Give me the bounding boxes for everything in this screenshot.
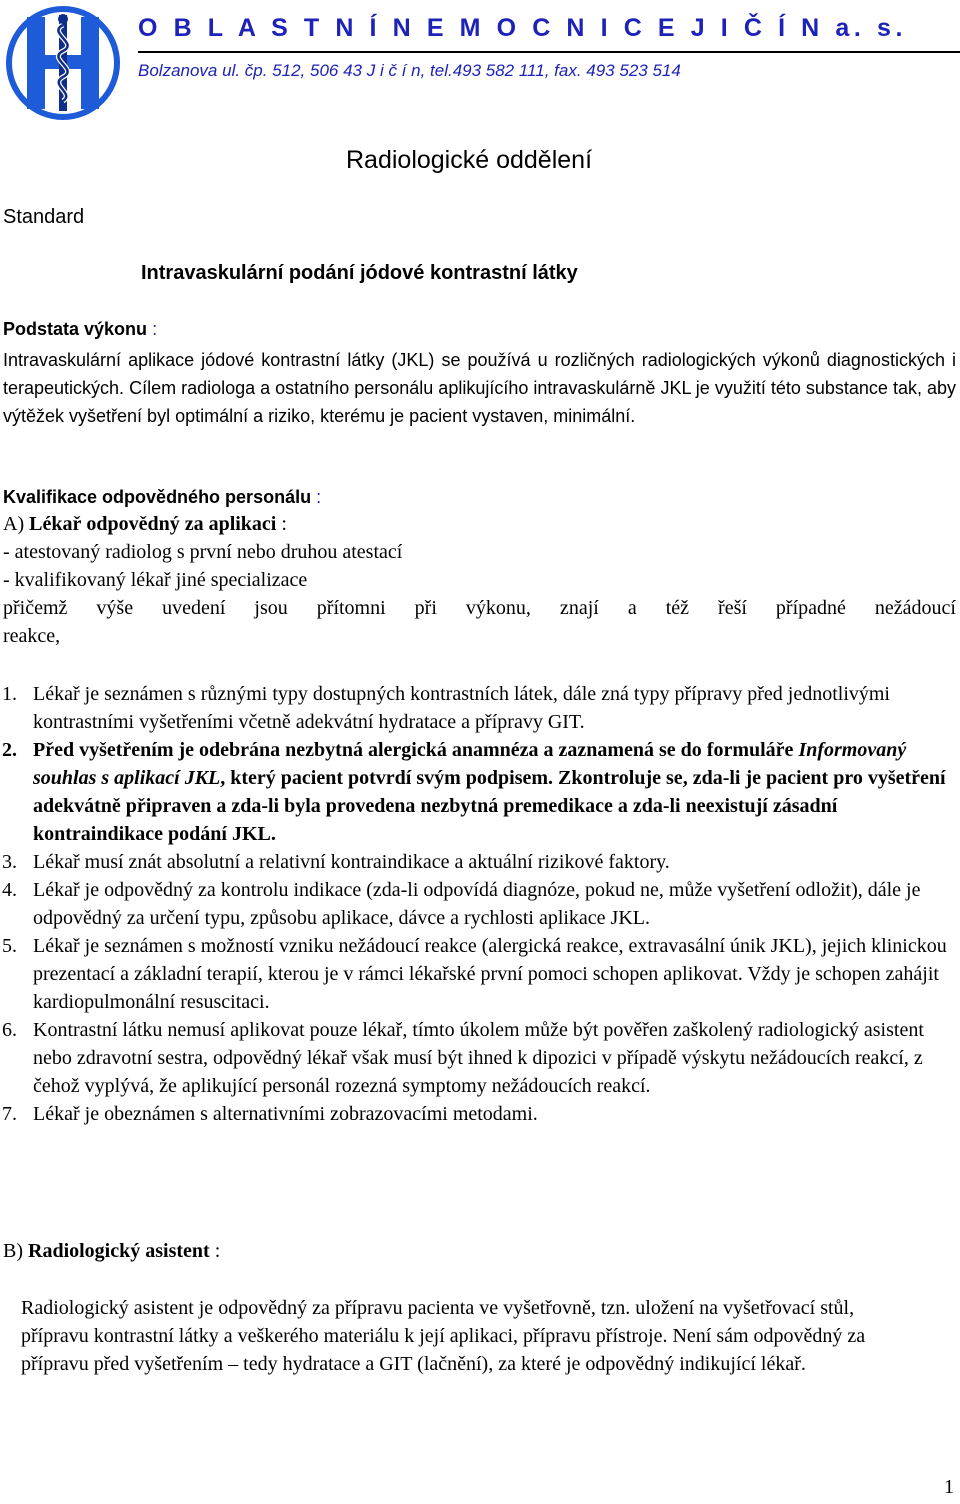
list-item-number: 6. bbox=[2, 1019, 17, 1041]
list-item-number: 3. bbox=[2, 851, 17, 873]
kvalifikace-heading: Kvalifikace odpovědného personálu bbox=[3, 487, 312, 507]
list-item-text: Lékař je odpovědný za kontrolu indikace (zda-li odpovídá diagnóze, pokud ne, může vyšetření odložit), dále je odpovědný za určení typu, způsobu aplikace, dávce a rychlosti aplikace JKL. bbox=[33, 879, 921, 929]
page-number: 1 bbox=[944, 1476, 954, 1498]
list-item-number: 2. bbox=[2, 739, 17, 761]
hospital-address: Bolzanova ul. čp. 512, 506 43 J i č í n, tel.493 582 111, fax. 493 523 514 bbox=[138, 61, 681, 80]
list-item bbox=[2, 736, 957, 848]
section-b-colon: : bbox=[214, 1240, 221, 1262]
standard-label: Standard bbox=[3, 206, 85, 228]
hospital-logo-icon bbox=[3, 3, 123, 123]
list-item-text: Lékař musí znát absolutní a relativní kontraindikace a aktuální rizikové faktory. bbox=[33, 851, 670, 873]
hospital-name: O B L A S T N Í N E M O C N I C E J I Č Í N a. s. bbox=[138, 14, 908, 42]
kvalifikace-heading-row bbox=[3, 487, 321, 508]
qualification-line-2: - kvalifikovaný lékař jiné specializace bbox=[3, 569, 308, 591]
list-item-text: Kontrastní látku nemusí aplikovat pouze lékař, tímto úkolem může být pověřen zaškolený radiologický asistent nebo zdravotní sestra, odpovědný lékař však musí být ihned k dipozici v případě výskytu nežádoucích reakcí, z čehož vyplývá, že aplikující personál rozezná symptomy nežádoucích reakcí. bbox=[33, 1019, 924, 1097]
list-item bbox=[2, 848, 957, 876]
list-item bbox=[2, 876, 957, 932]
qualification-line-3: přičemž výše uvedení jsou přítomni při výkonu, znají a též řeší případné nežádoucí bbox=[3, 597, 956, 619]
section-a-prefix: A) bbox=[3, 513, 25, 535]
section-a-heading-row bbox=[3, 513, 287, 536]
list-item-text-continued: , který pacient potvrdí svým podpisem. Zkontroluje se, zda-li je pacient pro vyšetření adekvátně připraven a zda-li byla provedena nezbytná premedikace a zda-li neexistují zásadní kontraindikace podání JKL. bbox=[33, 767, 946, 845]
section-b-heading: Radiologický asistent bbox=[28, 1240, 210, 1262]
podstata-heading: Podstata výkonu bbox=[3, 319, 148, 339]
qualification-line-1: - atestovaný radiolog s první nebo druhou atestací bbox=[3, 541, 403, 563]
section-b-text: Radiologický asistent je odpovědný za přípravu pacienta ve vyšetřovně, tzn. uložení na vyšetřovací stůl, přípravu kontrastní látky a veškerého materiálu k její aplikaci, přípravu přístroje. Není sám odpovědný za přípravu před vyšetřením – tedy hydratace a GIT (lačnění), za které je odpovědný indikující lékař. bbox=[21, 1297, 866, 1375]
podstata-text: Intravaskulární aplikace jódové kontrastní látky (JKL) se používá u rozličných radiologických výkonů diagnostických i terapeutických. Cílem radiologa a ostatního personálu aplikujícího intravaskulárně JKL je využití této substance tak, aby výtěžek vyšetření byl optimální a riziko, kterému je pacient vystaven, minimální. bbox=[3, 350, 956, 426]
header-divider bbox=[138, 51, 960, 53]
kvalifikace-colon: : bbox=[316, 487, 322, 507]
section-b-heading-row bbox=[3, 1240, 220, 1263]
list-item-text: Před vyšetřením je odebrána nezbytná alergická anamnéza a zaznamená se do formuláře bbox=[33, 739, 799, 761]
podstata-heading-row bbox=[3, 319, 157, 340]
qualification-line-4: reakce, bbox=[3, 625, 61, 647]
list-item-number: 5. bbox=[2, 935, 17, 957]
list-item bbox=[2, 1100, 957, 1128]
list-item bbox=[2, 680, 957, 736]
list-item-number: 4. bbox=[2, 879, 17, 901]
podstata-colon: : bbox=[152, 319, 158, 339]
list-item bbox=[2, 932, 957, 1016]
department-title: Radiologické oddělení bbox=[346, 146, 593, 174]
numbered-list bbox=[2, 680, 957, 1128]
section-a-heading: Lékař odpovědný za aplikaci bbox=[29, 513, 277, 535]
section-b-prefix: B) bbox=[3, 1240, 23, 1262]
list-item-text: Lékař je seznámen s různými typy dostupných kontrastních látek, dále zná typy přípravy před jednotlivými kontrastními vyšetřeními včetně adekvátní hydratace a přípravy GIT. bbox=[33, 683, 890, 733]
list-item-text: Lékař je obeznámen s alternativními zobrazovacími metodami. bbox=[33, 1103, 538, 1125]
document-title: Intravaskulární podání jódové kontrastní látky bbox=[141, 262, 578, 284]
list-item-number: 1. bbox=[2, 683, 17, 705]
section-a-colon: : bbox=[281, 513, 287, 535]
list-item-text: Lékař je seznámen s možností vzniku nežádoucí reakce (alergická reakce, extravasální únik JKL), jejich klinickou prezentací a základní terapií, kterou je v rámci lékařské první pomoci schopen aplikovat. Vždy je schopen zahájit kardiopulmonální resuscitaci. bbox=[33, 935, 947, 1013]
list-item-form-name: Informovaný souhlas s aplikací JKL bbox=[33, 739, 907, 789]
list-item bbox=[2, 1016, 957, 1100]
list-item-number: 7. bbox=[2, 1103, 17, 1125]
